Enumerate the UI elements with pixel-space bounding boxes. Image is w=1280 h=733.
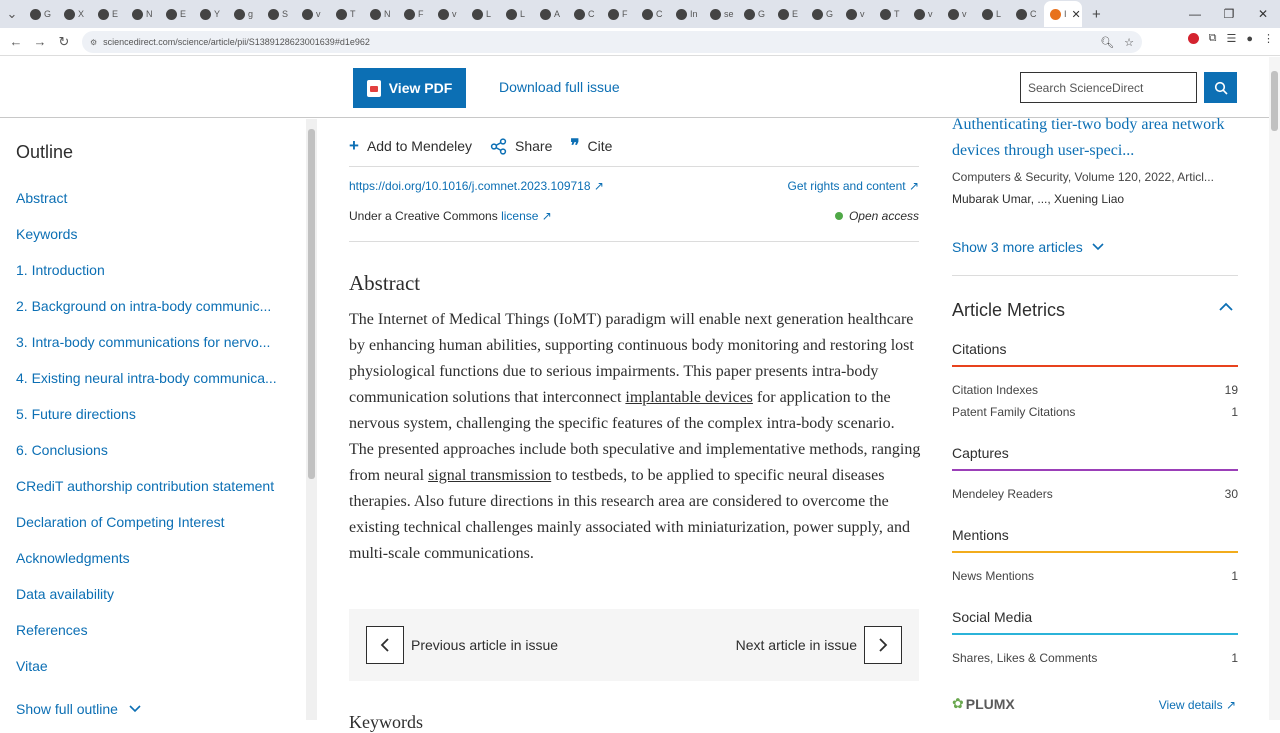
rights-text: Get rights and content (787, 179, 906, 193)
browser-tab[interactable] (58, 3, 92, 25)
tab-label: S (282, 9, 289, 19)
show-full-outline-label: Show full outline (16, 701, 118, 717)
metric-label: Shares, Likes & Comments (952, 651, 1098, 665)
outline-scroll-thumb[interactable] (308, 129, 315, 479)
tab-label: X (78, 9, 85, 19)
cite-label: Cite (587, 138, 613, 154)
favicon-icon (1050, 9, 1061, 20)
menu-kebab-icon[interactable]: ⋮ (1263, 33, 1274, 45)
browser-tab[interactable] (976, 3, 1010, 25)
extensions-puzzle-icon[interactable]: ⧉ (1208, 32, 1217, 44)
keywords-heading: Keywords (349, 712, 423, 732)
tab-label: v (452, 9, 457, 19)
favicon-icon (812, 9, 823, 20)
address-bar-row (0, 28, 1280, 56)
browser-tab[interactable] (466, 3, 500, 25)
url-field[interactable] (82, 31, 1142, 53)
outline-item[interactable]: 5. Future directions (16, 406, 136, 422)
tab-label: L (486, 9, 492, 19)
profile-icon[interactable]: ● (1246, 32, 1253, 45)
reload-icon[interactable]: ↻ (58, 33, 70, 49)
browser-tab[interactable] (398, 3, 432, 25)
minimize-icon[interactable]: — (1189, 7, 1201, 21)
browser-tab[interactable] (228, 3, 262, 25)
article-actions (349, 136, 612, 156)
next-article-label[interactable]: Next article in issue (735, 637, 857, 653)
search-button[interactable] (1204, 72, 1237, 103)
tab-label: C (656, 9, 663, 19)
browser-tab[interactable] (840, 3, 874, 25)
plus-icon: + (349, 136, 359, 155)
metric-label: Patent Family Citations (952, 405, 1076, 419)
metric-value: 1 (1231, 405, 1238, 419)
outline-item[interactable]: CRediT authorship contribution statement (16, 478, 275, 494)
browser-tab[interactable] (160, 3, 194, 25)
outline-item[interactable]: 2. Background on intra-body communic... (16, 298, 272, 314)
plumx-label: PLUMX (965, 695, 1015, 712)
share-button[interactable] (490, 138, 552, 155)
show-more-label: Show 3 more articles (952, 239, 1083, 255)
favicon-icon (166, 9, 177, 20)
external-link-icon: ↗ (593, 179, 604, 193)
show-full-outline-link[interactable] (16, 701, 142, 717)
window-controls (1178, 0, 1280, 28)
metrics-category-heading: Mentions (952, 527, 1009, 543)
favicon-icon (744, 9, 755, 20)
outline-item[interactable]: References (16, 622, 88, 638)
extension-icons (1188, 32, 1274, 45)
open-access-label: Open access (848, 209, 919, 223)
browser-tab[interactable] (296, 3, 330, 25)
favicon-icon (540, 9, 551, 20)
right-sidebar (952, 116, 1238, 720)
tab-label: N (146, 9, 153, 19)
browser-tab[interactable] (942, 3, 976, 25)
page-scrollbar[interactable] (1269, 57, 1280, 720)
quote-icon: ❞ (570, 136, 580, 156)
favicon-icon (302, 9, 313, 20)
metric-row[interactable] (952, 569, 1238, 583)
bookmark-star-icon[interactable]: ☆ (1124, 36, 1134, 49)
abstract-part-2: for application to the nervous system, challenging the specific features of the complex intra-body scenario. The presented approaches include both speculative and implementative methods, ranging from neural (349, 389, 921, 484)
favicon-icon (370, 9, 381, 20)
implantable-devices-link[interactable]: implantable devices (625, 389, 753, 406)
plumx-flower-icon: ✿ (952, 695, 964, 711)
share-label: Share (515, 138, 553, 154)
outline-title: Outline (16, 142, 74, 162)
metrics-category-rule (952, 365, 1238, 367)
browser-tab[interactable] (92, 3, 126, 25)
abstract-part-1: The Internet of Medical Things (IoMT) paradigm will enable next generation healthcare by enhancing human abilities, supporting continuous body monitoring and restoring lost physiological functions due to serious impairments. This paper presents intra-body communication solutions that interconnect (349, 311, 914, 406)
pdf-icon (367, 80, 381, 97)
cite-button[interactable] (570, 136, 612, 156)
metric-row[interactable] (952, 383, 1238, 397)
divider (952, 275, 1238, 276)
previous-article-button[interactable] (366, 626, 404, 664)
outline-scrollbar[interactable] (306, 119, 317, 720)
browser-tab[interactable] (602, 3, 636, 25)
license-link[interactable] (501, 209, 552, 223)
related-article-source: Computers & Security, Volume 120, 2022, Articl... (952, 170, 1214, 184)
rights-link[interactable] (788, 179, 919, 193)
browser-tab[interactable] (874, 3, 908, 25)
metric-label: Citation Indexes (952, 383, 1039, 397)
divider (349, 241, 919, 242)
tab-label: v (928, 9, 933, 19)
metrics-category-rule (952, 633, 1238, 635)
view-pdf-button[interactable] (353, 68, 466, 108)
close-window-icon[interactable]: ✕ (1257, 7, 1269, 21)
site-info-icon[interactable]: ⚙ (90, 37, 98, 47)
tab-label: L (520, 9, 526, 19)
tab-label: v (860, 9, 865, 19)
collapse-metrics-button[interactable] (1218, 299, 1234, 317)
browser-tab[interactable] (500, 3, 534, 25)
favicon-icon (438, 9, 449, 20)
favicon-icon (846, 9, 857, 20)
tab-label: E (180, 9, 187, 19)
chevron-up-icon (1218, 302, 1234, 312)
external-link-icon: ↗ (908, 179, 919, 193)
metrics-category-heading: Citations (952, 341, 1007, 357)
view-details-text: View details (1158, 698, 1223, 712)
favicon-icon (64, 9, 75, 20)
external-link-icon: ↗ (541, 209, 552, 223)
close-tab-icon[interactable]: ✕ (1071, 8, 1081, 21)
tab-label: G (758, 9, 766, 19)
next-article-button[interactable] (864, 626, 902, 664)
tab-label: v (962, 9, 967, 19)
metric-row[interactable] (952, 487, 1238, 501)
record-extension-icon[interactable] (1188, 33, 1199, 44)
browser-tab[interactable] (908, 3, 942, 25)
browser-tab[interactable] (194, 3, 228, 25)
browser-tab[interactable] (636, 3, 670, 25)
tab-label: G (826, 9, 834, 19)
browser-tab[interactable] (1010, 3, 1044, 25)
outline-sidebar (0, 119, 306, 720)
browser-tab[interactable] (432, 3, 466, 25)
outline-item[interactable]: Data availability (16, 586, 115, 602)
metric-value: 1 (1231, 569, 1238, 583)
download-issue-link[interactable]: Download full issue (499, 79, 620, 95)
site-header (0, 57, 1280, 118)
metric-label: News Mentions (952, 569, 1035, 583)
favicon-icon (506, 9, 517, 20)
external-link-icon: ↗ (1225, 698, 1236, 712)
new-tab-icon[interactable]: + (1092, 5, 1101, 23)
browser-tab[interactable] (330, 3, 364, 25)
search-icon (1214, 81, 1228, 95)
tab-label: G (44, 9, 52, 19)
favicon-icon (880, 9, 891, 20)
license-link-text: license (501, 209, 539, 223)
browser-tab[interactable] (670, 3, 704, 25)
outline-list (16, 181, 306, 685)
favicon-icon (234, 9, 245, 20)
outline-item[interactable]: 1. Introduction (16, 262, 105, 278)
url-text: sciencedirect.com/science/article/pii/S1389128623001639#d1e962 (103, 37, 370, 47)
favicon-icon (948, 9, 959, 20)
outline-item[interactable]: Abstract (16, 190, 68, 206)
divider (349, 166, 919, 167)
zoom-icon[interactable]: 🔍︎ (1100, 36, 1115, 49)
active-browser-tab[interactable] (1044, 1, 1082, 27)
doi-link[interactable] (349, 179, 604, 193)
tab-label: I (1064, 9, 1067, 19)
open-access-dot-icon (835, 212, 843, 220)
favicon-icon (268, 9, 279, 20)
outline-item[interactable]: Vitae (16, 658, 48, 674)
browser-tab-bar (0, 0, 1280, 28)
favicon-icon (1016, 9, 1027, 20)
related-article-authors: Mubarak Umar, ..., Xuening Liao (952, 192, 1125, 206)
doi-text: https://doi.org/10.1016/j.comnet.2023.109718 (349, 179, 591, 193)
tab-label: L (996, 9, 1002, 19)
metric-row[interactable] (952, 405, 1238, 419)
favicon-icon (982, 9, 993, 20)
favicon-icon (642, 9, 653, 20)
browser-tab[interactable] (262, 3, 296, 25)
browser-tab[interactable] (364, 3, 398, 25)
abstract-text (349, 307, 921, 567)
abstract-heading: Abstract (349, 271, 421, 295)
favicon-icon (676, 9, 687, 20)
article-main (349, 119, 921, 732)
outline-item[interactable]: 4. Existing neural intra-body communica... (16, 370, 277, 386)
outline-item[interactable]: Keywords (16, 226, 78, 242)
favicon-icon (404, 9, 415, 20)
license-line (349, 209, 552, 223)
tab-label: N (384, 9, 391, 19)
search-input[interactable]: Search ScienceDirect (1020, 72, 1197, 103)
abstract-part-3: to testbeds, to be applied to specific neural diseases therapies. Also future directions in this research area are considered to overcome the existing technical challenges mainly associated with miniaturization, power supply, and multi-scale communications. (349, 467, 911, 562)
plumx-logo (952, 695, 1015, 712)
tab-label: F (622, 9, 628, 19)
browser-tab[interactable] (806, 3, 840, 25)
metric-value: 19 (1224, 383, 1238, 397)
chevron-left-icon (379, 637, 391, 653)
chevron-down-icon (1091, 242, 1105, 252)
metric-value: 30 (1224, 487, 1238, 501)
tab-label: E (112, 9, 119, 19)
mendeley-label: Add to Mendeley (366, 138, 473, 154)
tab-label: T (894, 9, 900, 19)
tab-label: v (316, 9, 321, 19)
favicon-icon (574, 9, 585, 20)
browser-tab[interactable] (126, 3, 160, 25)
favicon-icon (710, 9, 721, 20)
tab-label: C (1030, 9, 1037, 19)
view-pdf-label: View PDF (388, 80, 453, 96)
page-scroll-thumb[interactable] (1271, 71, 1278, 131)
show-more-articles-button[interactable] (952, 239, 1105, 255)
metrics-category-heading: Social Media (952, 609, 1033, 625)
favicon-icon (132, 9, 143, 20)
favicon-icon (472, 9, 483, 20)
browser-tab[interactable] (704, 3, 738, 25)
outline-item[interactable]: 6. Conclusions (16, 442, 108, 458)
tab-search-icon[interactable]: ⌄ (6, 6, 18, 21)
tab-strip (0, 0, 1180, 28)
previous-article-label[interactable]: Previous article in issue (411, 637, 559, 653)
tab-label: g (248, 9, 254, 19)
related-article-title[interactable]: Authenticating tier-two body area network devices through user-speci... (952, 116, 1225, 159)
browser-tab[interactable] (568, 3, 602, 25)
browser-tab[interactable] (772, 3, 806, 25)
metrics-category-rule (952, 551, 1238, 553)
tab-label: In (690, 9, 698, 19)
license-prefix: Under a Creative Commons (349, 209, 498, 223)
open-access-badge (835, 209, 919, 223)
tab-label: se (724, 9, 734, 19)
favicon-icon (608, 9, 619, 20)
browser-tab[interactable] (534, 3, 568, 25)
tab-label: T (350, 9, 356, 19)
forward-icon[interactable]: → (33, 34, 47, 49)
tab-label: A (554, 9, 561, 19)
add-to-mendeley-button[interactable] (349, 136, 472, 156)
metrics-category-rule (952, 469, 1238, 471)
tab-label: Y (214, 9, 221, 19)
signal-transmission-link[interactable]: signal transmission (428, 467, 552, 484)
metric-label: Mendeley Readers (952, 487, 1053, 501)
outline-item[interactable]: Acknowledgments (16, 550, 130, 566)
outline-item[interactable]: 3. Intra-body communications for nervo... (16, 334, 271, 350)
favicon-icon (200, 9, 211, 20)
metrics-category-heading: Captures (952, 445, 1009, 461)
metric-row[interactable] (952, 651, 1238, 665)
favicon-icon (30, 9, 41, 20)
chevron-down-icon (128, 704, 142, 714)
issue-navigation (349, 609, 919, 681)
tab-label: E (792, 9, 799, 19)
view-details-link[interactable] (1159, 698, 1236, 712)
back-icon[interactable]: ← (9, 34, 23, 49)
favicon-icon (98, 9, 109, 20)
reading-list-icon[interactable]: ☰ (1226, 33, 1237, 45)
article-metrics-heading: Article Metrics (952, 300, 1066, 320)
metric-value: 1 (1231, 651, 1238, 665)
favicon-icon (778, 9, 789, 20)
browser-tab[interactable] (24, 3, 58, 25)
tab-label: F (418, 9, 424, 19)
tab-label: C (588, 9, 595, 19)
favicon-icon (336, 9, 347, 20)
browser-tab[interactable] (738, 3, 772, 25)
chevron-right-icon (877, 637, 889, 653)
outline-item[interactable]: Declaration of Competing Interest (16, 514, 225, 530)
favicon-icon (914, 9, 925, 20)
share-icon (490, 138, 507, 155)
restore-icon[interactable]: ❐ (1223, 7, 1235, 21)
